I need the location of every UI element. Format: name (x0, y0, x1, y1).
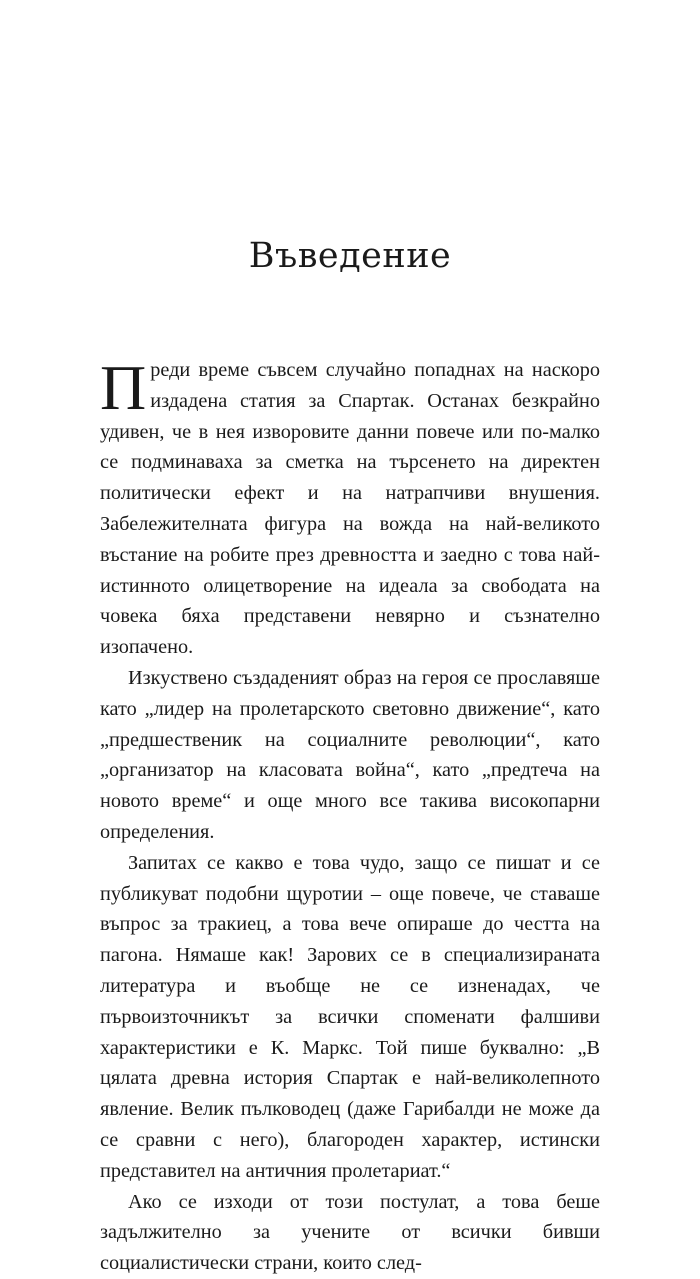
paragraph-1-text: реди време съвсем случайно попаднах на наскоро издадена статия за Спартак. Останах безкрайно удивен, че в нея изворовите данни повече или по-малко се подминаваха за сметка на търсенето на директен политически ефект и на натрапчиви внушения. Забележителната фигура на вожда на най-великото въстание на робите през древността и заедно с това най-истинното олицетворение на идеала за свободата на човека бяха представени невярно и съзнателно изопачено. (100, 359, 600, 659)
chapter-title: Въведение (248, 236, 452, 276)
paragraph-1 (100, 352, 600, 663)
body-text (100, 352, 600, 1279)
paragraph-2: Изкуствено създаденият образ на героя се прославяше като „лидер на пролетарското световно движение“, като „предшественик на социалните революции“, като „организатор на класовата война“, като „предтеча на новото време“ и още много все такива високопарни определения. (100, 666, 600, 843)
drop-cap: П (100, 352, 147, 423)
paragraph-4: Ако се изходи от този постулат, а това беше задължително за учените от всички бивши социалистически страни, които след- (100, 1190, 600, 1275)
paragraph-3: Запитах се какво е това чудо, защо се пишат и се публикуват подобни щуротии – още повече, че ставаше въпрос за тракиец, а това вече опираше до честта на пагона. Нямаше как! Заровиx се в специализираната литература и въобще не се изненадах, че първоизточникът за всички споменати фалшиви характеристики е К. Маркс. Той пише буквално: „В цялата древна история Спартак е най-великолепното явление. Велик пълководец (даже Гарибалди не може да се сравни с него), благороден характер, истински представител на античния пролетариат.“ (100, 851, 600, 1182)
